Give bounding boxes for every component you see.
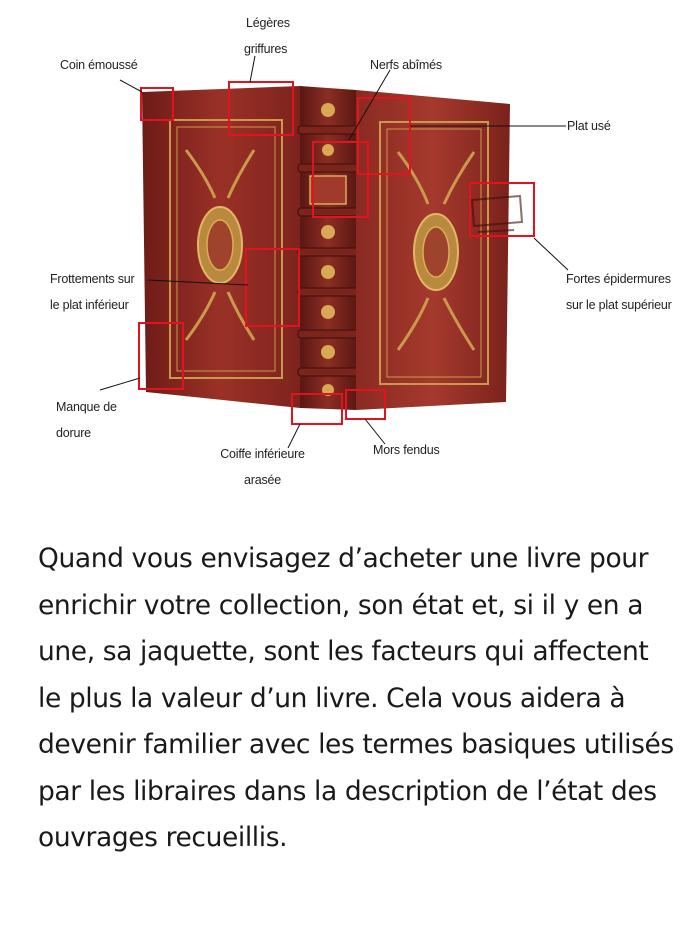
intro-paragraph: Quand vous envisagez d’acheter une livre pour enrichir votre collection, son état et, si il y en a une, sa jaquette, sont les facteurs qui affectent le plus la valeur d’un livre. Cela vous aidera à devenir familier avec les termes basiques utilisés par les libraires dans la description de l’état des ouvrages recueillis. [38,543,674,853]
label-manque-dorure: Manque de dorure [56,400,117,440]
label-nerfs-abimes: Nerfs abîmés [370,58,442,72]
label-legeres-griffures: Légères griffures [244,16,290,56]
label-plat-use: Plat usé [567,119,611,133]
label-frottements: Frottements sur le plat inférieur [50,272,135,312]
label-coiffe-inferieure: Coiffe inférieure arasée [220,447,305,487]
label-mors-fendus: Mors fendus [373,443,440,457]
label-fortes-epidermures: Fortes épidermures sur le plat supérieur [566,272,672,312]
label-coin-emousse: Coin émoussé [60,58,138,72]
